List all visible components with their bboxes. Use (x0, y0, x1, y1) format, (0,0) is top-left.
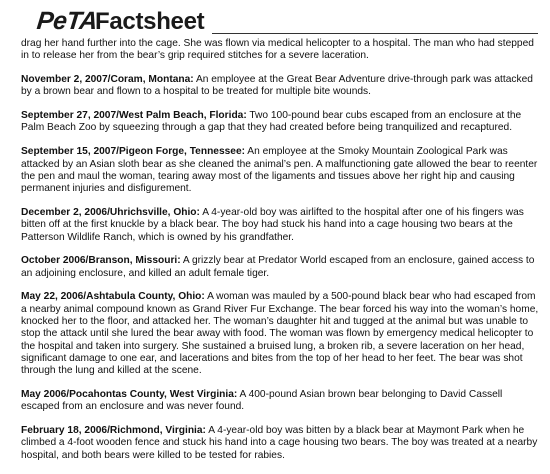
incident-date: September 27, 2007/West Palm Beach, Florida: (21, 110, 247, 122)
incident-text: A 400-pound Asian brown bear belonging to David Cassell escaped from an enclosure and was never found. (21, 389, 503, 413)
factsheet-header (0, 0, 550, 40)
incident-date: May 22, 2006/Ashtabula County, Ohio: (21, 291, 205, 303)
incident-text: A 4-year-old boy was bitten by a black bear at Maymont Park when he climbed a 4-foot wooden fence and stuck his hand into a cage housing two bears. The boy was treated at a nearby hospital, and both bears were killed to be tested for rabies. (21, 425, 538, 461)
incident-text: A woman was mauled by a 500-pound black bear who had escaped from a nearby animal compound known as Grand River Fur Exchange. The bear forced his way into the woman’s home, knocked her to the floor, and attacked her. The woman’s daughter hit and tugged at the animal but was unable to stop the attack until she lured the bear away with food. The woman was flown by emergency medical helicopter to the hospital and taken into surgery. She sustained a bruised lung, a broken rib, a severe laceration on her head, significant damage to one ear, and lacerations and bites from the top of her head to her feet. The bear was shot through the lung and killed at the scene. (21, 291, 539, 377)
incident-text: A 4-year-old boy was airlifted to the hospital after one of his fingers was bitten off at the first knuckle by a black bear. The boy had stuck his hand into a cage housing two bears at the Patterson Wildlife Ranch, which is owned by his grandfather. (21, 206, 524, 243)
incident-date: February 18, 2006/Richmond, Virginia: (21, 425, 206, 437)
incident-paragraph (21, 38, 543, 63)
incident-text: An employee at the Great Bear Adventure drive-through park was attacked by a brown bear and flown to a hospital to be treated for multiple bite wounds. (21, 74, 533, 98)
incident-date: November 2, 2007/Coram, Montana: (21, 74, 194, 86)
incident-text: An employee at the Smoky Mountain Zoological Park was attacked by an Asian sloth bear as she cleaned the animal’s pen. A malfunctioning gate allowed the bear to reenter the pen and maul the woman, tearing away most of the ligaments and tissues above her right hip and causing permanent injuries and disfigurement. (21, 146, 538, 195)
incident-date: December 2, 2006/Uhrichsville, Ohio: (21, 206, 200, 218)
incident-paragraph (21, 74, 543, 99)
header-rule (212, 33, 538, 34)
incident-date: September 15, 2007/Pigeon Forge, Tennessee: (21, 146, 246, 158)
incident-date: May 2006/Pocahontas County, West Virginia: (21, 389, 238, 401)
document-body (21, 38, 543, 474)
incident-paragraph (21, 110, 543, 135)
incident-paragraph (21, 255, 543, 280)
page-title: Factsheet (95, 8, 205, 35)
incident-paragraph (21, 389, 543, 414)
incident-paragraph (21, 146, 543, 195)
incident-text: drag her hand further into the cage. She was flown via medical helicopter to a hospital. The man who had stepped in to release her from the bear’s grip required stitches for a severe laceration. (21, 38, 534, 62)
incident-paragraph (21, 291, 543, 377)
incident-text: Two 100-pound bear cubs escaped from an enclosure at the Palm Beach Zoo by squeezing through a gap that they had created before being tranquilized and recaptured. (21, 110, 522, 134)
incident-paragraph (21, 425, 543, 462)
peta-logo: PeTA (35, 7, 99, 35)
incident-text: A grizzly bear at Predator World escaped from an enclosure, gained access to an adjoining enclosure, and killed an adult female tiger. (21, 255, 535, 279)
incident-date: October 2006/Branson, Missouri: (21, 255, 181, 267)
incident-paragraph (21, 207, 543, 244)
